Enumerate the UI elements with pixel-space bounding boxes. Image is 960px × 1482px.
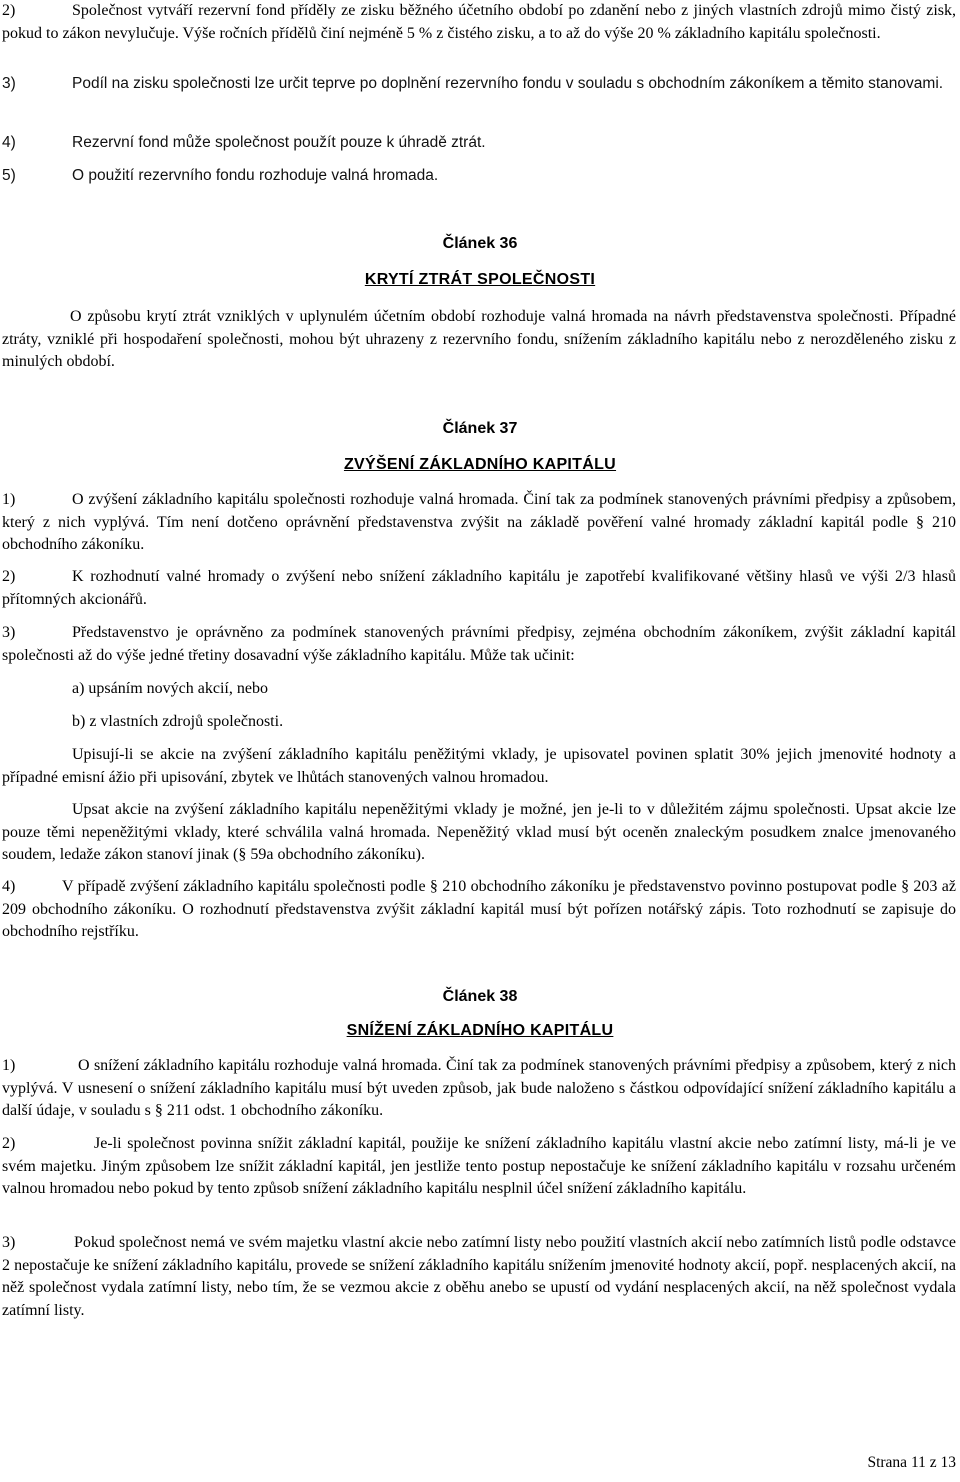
article-38-item-2: 2) Je-li společnost povinna snížit základní kapitál, použije ke snížení základního kapitálu vlastní akcie nebo zatímní listy, má-li je ve svém majetku. Jiným způsobem lze snížit základní kapitál, jen jestliže tento postup nepostačuje ke snížení základního kapitálu v rozsahu určeném valnou hromadou nebo pokud by tento způsob snížení základního kapitálu nesplnil účel snížení základního kapitálu. [2,1135,956,1197]
article-37-item-1: 1) O zvýšení základního kapitálu společnosti rozhoduje valná hromada. Činí tak za podmínek stanovených právními předpisy a způsobem, který z nich vyplývá. Tím není dotčeno oprávnění představenstva zvýšit na základě pověření valné hromady základní kapitál podle § 210 obchodního zákoníku. [2,491,956,553]
article-36-title: Článek 36 [442,235,518,252]
article-38-heading: SNÍŽENÍ ZÁKLADNÍHO KAPITÁLU [346,1022,614,1039]
article-37-item-4: 4) V případě zvýšení základního kapitálu společnosti podle § 210 obchodního zákoníku je představenstvo povinno postupovat podle § 203 až 209 obchodního zákoníku. O rozhodnutí představenstva zvýšit základní kapitál musí být pořízen notářský zápis. Toto rozhodnutí se zapisuje do obchodního rejstříku. [2,878,956,940]
article-37-option-a: a) upsáním nových akcií, nebo [72,680,268,697]
article-38-item-3: 3) Pokud společnost nemá ve svém majetku vlastní akcie nebo zatímní listy nebo použití vlastních akcií nebo zatímních listů podle odstavce 2 nepostačuje ke snížení základního kapitálu, provede se snížení základního kapitálu snížením jmenovité hodnoty akcií, popř. nesplacených akcií, na něž společnost vydala zatímní listy, nebo tím, že se vezmou akcie z oběhu anebo se upustí od vydání nesplacených akcií, na něž společnost vydala zatímní listy. [2,1234,956,1319]
paragraph-reserve-fund-3: 3) Podíl na zisku společnosti lze určit teprve po doplnění rezervního fondu v souladu s obchodním zákoníkem a těmito stanovami. [2,75,944,92]
article-37-option-b: b) z vlastních zdrojů společnosti. [72,713,284,730]
paragraph-reserve-fund-2: 2) Společnost vytváří rezervní fond příděly ze zisku běžného účetního období po zdanění nebo z jiných vlastních zdrojů mimo čistý zisk, pokud to zákon nevylučuje. Výše ročních přídělů činí nejméně 5 % z čistého zisku, a to až do výše 20 % základního kapitálu společnosti. [2,2,956,42]
article-38-title: Článek 38 [442,988,518,1005]
article-37-item-2: 2) K rozhodnutí valné hromady o zvýšení nebo snížení základního kapitálu je zapotřebí kvalifikované většiny hlasů ve výši 2/3 hlasů přítomných akcionářů. [2,568,956,608]
article-37-item-3: 3) Představenstvo je oprávněno za podmínek stanovených právními předpisy, zejména obchodním zákoníkem, zvýšit základní kapitál společnosti až do výše jedné třetiny dosavadní výše základního kapitálu. Může tak učinit: [2,624,956,664]
article-37-title: Článek 37 [442,420,518,437]
article-36-heading: KRYTÍ ZTRÁT SPOLEČNOSTI [364,271,596,288]
article-37-paragraph-nonmonetary: Upsat akcie na zvýšení základního kapitálu nepeněžitými vklady je možné, jen je-li to v důležitém zájmu společnosti. Upsat akcie lze pouze těmi nepeněžitými vklady, které schválila valná hromada. Nepeněžitý vklad musí být oceněn znaleckým posudkem znalce jmenovaného soudem, ledaže zákon stanoví jinak (§ 59a obchodního zákoníku). [2,801,956,863]
article-37-paragraph-monetary: Upisují-li se akcie na zvýšení základního kapitálu peněžitými vklady, je upisovatel povinen splatit 30% jejich jmenovité hodnoty a případné emisní ážio při upisování, zbytek ve lhůtách stanovených valnou hromadou. [2,746,956,786]
page-number: Strana 11 z 13 [867,1454,956,1471]
article-36-text: O způsobu krytí ztrát vzniklých v uplynulém účetním období rozhoduje valná hromada na návrh představenstva společnosti. Případné ztráty, vzniklé při hospodaření společnosti, mohou být uhrazeny z rezervního fondu, snížením základního kapitálu nebo z nerozděleného zisku z minulých období. [2,308,956,370]
paragraph-reserve-fund-5: 5) O použití rezervního fondu rozhoduje valná hromada. [2,167,439,184]
paragraph-reserve-fund-4: 4) Rezervní fond může společnost použít pouze k úhradě ztrát. [2,134,486,151]
article-37-heading: ZVÝŠENÍ ZÁKLADNÍHO KAPITÁLU [343,456,617,473]
article-38-item-1: 1) O snížení základního kapitálu rozhoduje valná hromada. Činí tak za podmínek stanovených právními předpisy a způsobem, který z nich vyplývá. V usnesení o snížení základního kapitálu musí být uveden způsob, jak bude naloženo s částkou odpovídající snížení základního kapitálu a další údaje, v souladu s § 211 odst. 1 obchodního zákoníku. [2,1057,956,1119]
